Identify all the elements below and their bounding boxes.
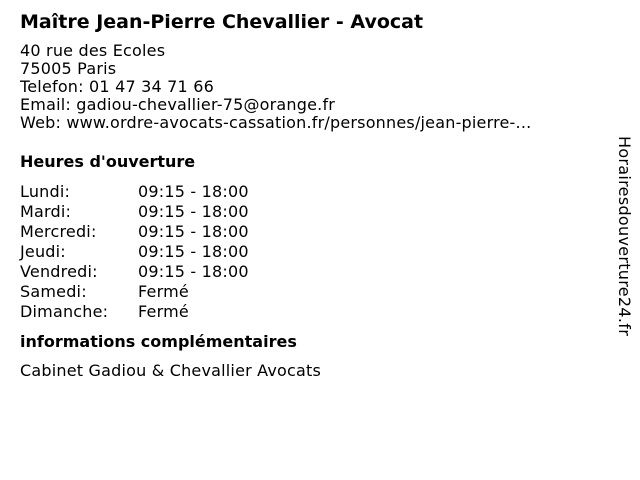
hours-row (20, 262, 249, 282)
day-label: Mardi: (20, 202, 72, 221)
email-address: Email: gadiou-chevallier-75@orange.fr (20, 96, 336, 114)
address-block (20, 42, 600, 132)
hours-row (20, 282, 249, 302)
website-link[interactable]: Web: www.ordre-avocats-cassation.fr/personnes/jean-pierre-... (20, 114, 532, 132)
business-card (20, 10, 600, 381)
site-watermark: Horairesdouverture24.fr (615, 136, 634, 337)
hours-row (20, 222, 249, 242)
hours-row (20, 182, 249, 202)
hours-row (20, 202, 249, 222)
day-label: Lundi: (20, 182, 71, 201)
hours-row (20, 242, 249, 262)
info-text: Cabinet Gadiou & Chevallier Avocats (20, 361, 322, 380)
day-label: Dimanche: (20, 302, 109, 321)
time-value: 09:15 - 18:00 (138, 202, 249, 221)
day-label: Samedi: (20, 282, 87, 301)
time-value: Fermé (138, 302, 189, 321)
hours-heading: Heures d'ouverture (20, 152, 196, 171)
info-heading: informations complémentaires (20, 332, 297, 351)
opening-hours-table (20, 182, 249, 322)
page-title: Maître Jean-Pierre Chevallier - Avocat (20, 11, 424, 33)
time-value: Fermé (138, 282, 189, 301)
street-address: 40 rue des Ecoles (20, 42, 166, 60)
time-value: 09:15 - 18:00 (138, 262, 249, 281)
city-address: 75005 Paris (20, 60, 117, 78)
time-value: 09:15 - 18:00 (138, 182, 249, 201)
phone-number: Telefon: 01 47 34 71 66 (20, 78, 214, 96)
time-value: 09:15 - 18:00 (138, 242, 249, 261)
hours-row (20, 302, 249, 322)
day-label: Vendredi: (20, 262, 98, 281)
time-value: 09:15 - 18:00 (138, 222, 249, 241)
day-label: Mercredi: (20, 222, 97, 241)
day-label: Jeudi: (20, 242, 66, 261)
